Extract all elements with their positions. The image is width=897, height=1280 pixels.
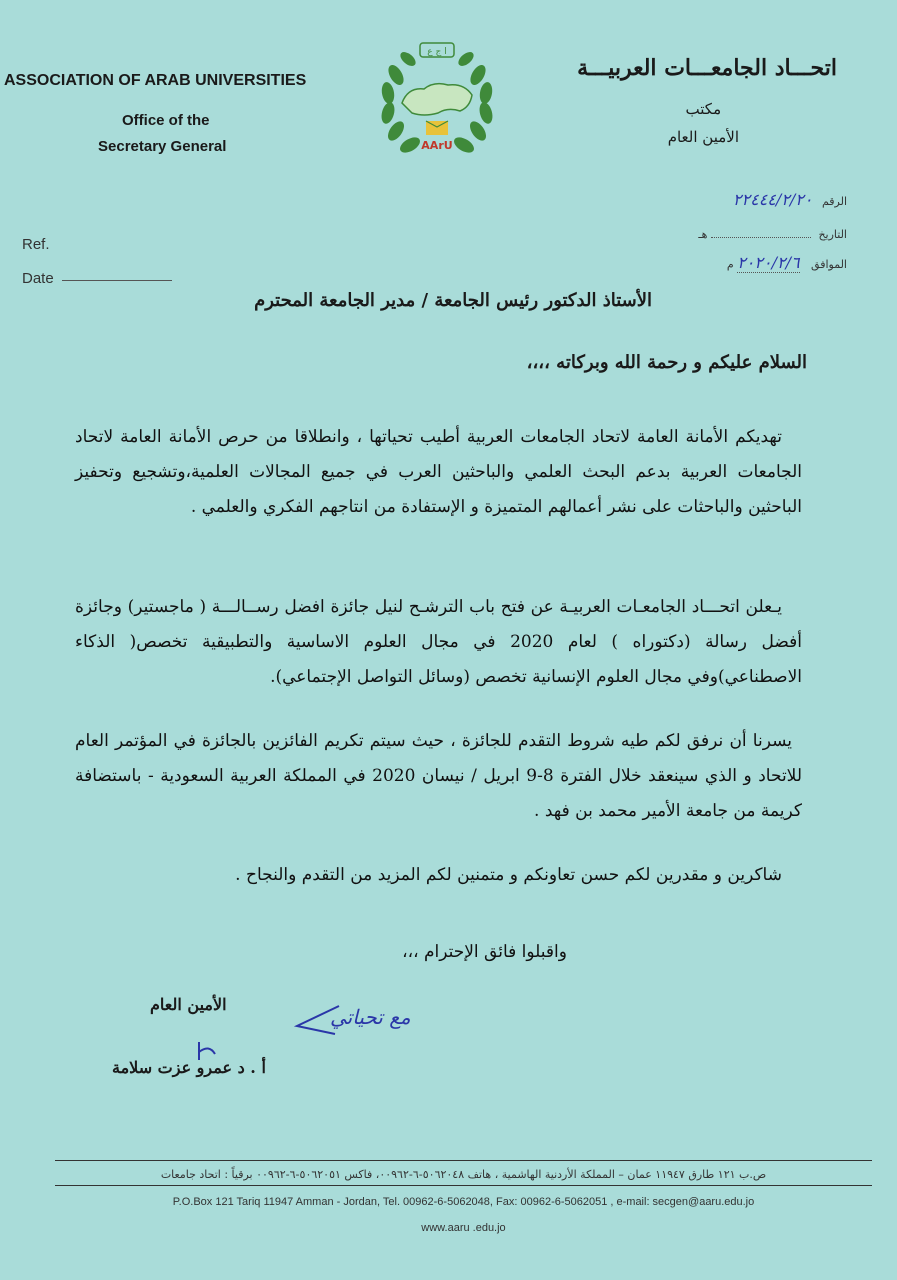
footer-arabic-address: ص.ب ١٢١ طارق ١١٩٤٧ عمان – المملكة الأردنية الهاشمية ، هاتف ٥٠٦٢٠٤٨-٦-٠٠٩٦٢، فاكس ٥٠٦٢٠٥١-٦-٠٠٩٦٢ برقياً : اتحاد جامعات [160,1168,767,1181]
footer-top-rule [55,1160,872,1161]
gregorian-value: ٢٠٢٠/٢/٦ [737,253,800,272]
signatory-title: الأمين العام [150,995,227,1014]
english-office-line1: Office of the [122,112,210,129]
gregorian-label: الموافق [811,258,847,271]
addressee: الأستاذ الدكتور رئيس الجامعة / مدير الجامعة المحترم [254,290,652,311]
ref-label-en: Ref. [22,236,50,253]
handwritten-note: مع تحياتي [330,1005,411,1029]
arabic-office-line2: الأمين العام [667,128,739,146]
signatory-name: أ . د عمرو عزت سلامة [112,1058,266,1077]
footer-english-address: P.O.Box 121 Tariq 11947 Amman - Jordan, Tel. 00962-6-5062048, Fax: 00962-6-5062051 , e-mail: secgen@aaru.edu.jo [172,1196,755,1208]
footer-website: www.aaru .edu.jo [421,1222,506,1234]
paragraph-3: يسرنا أن نرفق لكم طيه شروط التقدم للجائزة ، حيث سيتم تكريم الفائزين بالجائزة في المؤتمر العام للاتحاد و الذي سينعقد خلال الفترة 8-9 ابريل / نيسان 2020 في المملكة العربية السعودية - باستضافة كريمة من جامعة الأمير محمد بن فهد . [75,731,803,821]
ref-value: ٢٢٤٤٤/٢/٢٠ [732,190,813,209]
signature-stroke [285,1000,345,1040]
hijri-suffix: هـ [698,228,708,241]
ref-label-ar: الرقم [821,195,847,208]
arabic-organization-name: اتحـــاد الجامعـــات العربيـــة [577,55,837,81]
paragraph-1: تهديكم الأمانة العامة لاتحاد الجامعات العربية أطيب تحياتها ، وانطلاقا من حرص الأمانة العامة لاتحاد الجامعات العربية بدعم البحث العلمي والباحثين العرب في جميع المجالات العلمية،وتشجيع وتحفيز الباحثين والباحثات على نشر أعمالهم المتميزة و الإستفادة من انتاجهم الفكري والعلمي . [75,427,802,517]
hijri-date-row [657,228,847,241]
greeting: السلام عليكم و رحمة الله وبركاته ،،،، [526,352,807,373]
date-underline [62,280,172,281]
english-office-title [98,108,258,160]
paragraph-2: يـعلن اتحـــاد الجامعـات العربيـة عن فتح باب الترشـح لنيل جائزة افضل رســالـــة ( ماجستير) وجائزة أفضل رسالة (دكتوراه ) لعام 2020 في مجال العلوم الاساسية والتطبيقية تخصص( الذكاء الاصطناعي)وفي مجال العلوم الإنسانية تخصص (وسائل التواصل الإجتماعي). [75,597,802,687]
ref-number-row [657,190,847,209]
date-label-en: Date [22,270,54,287]
logo-text: AArU [421,139,453,152]
arabic-office-line1: مكتب [685,100,722,118]
organization-logo [372,35,502,165]
gregorian-suffix: م [726,258,734,271]
logo-top-text: ا ج ع [427,47,447,57]
closing: واقبلوا فائق الإحترام ،،، [402,942,567,962]
arabic-office-title [668,95,739,151]
hijri-label: التاريخ [818,228,847,241]
gregorian-date-row [657,253,847,272]
paragraph-4: شاكرين و مقدرين لكم حسن تعاونكم و متمنين لكم المزيد من التقدم والنجاح . [235,865,782,885]
footer-mid-rule [55,1185,872,1186]
initials-mark [195,1038,219,1064]
english-office-line2: Secretary General [98,138,227,155]
english-organization-name: ASSOCIATION OF ARAB UNIVERSITIES [4,72,307,89]
